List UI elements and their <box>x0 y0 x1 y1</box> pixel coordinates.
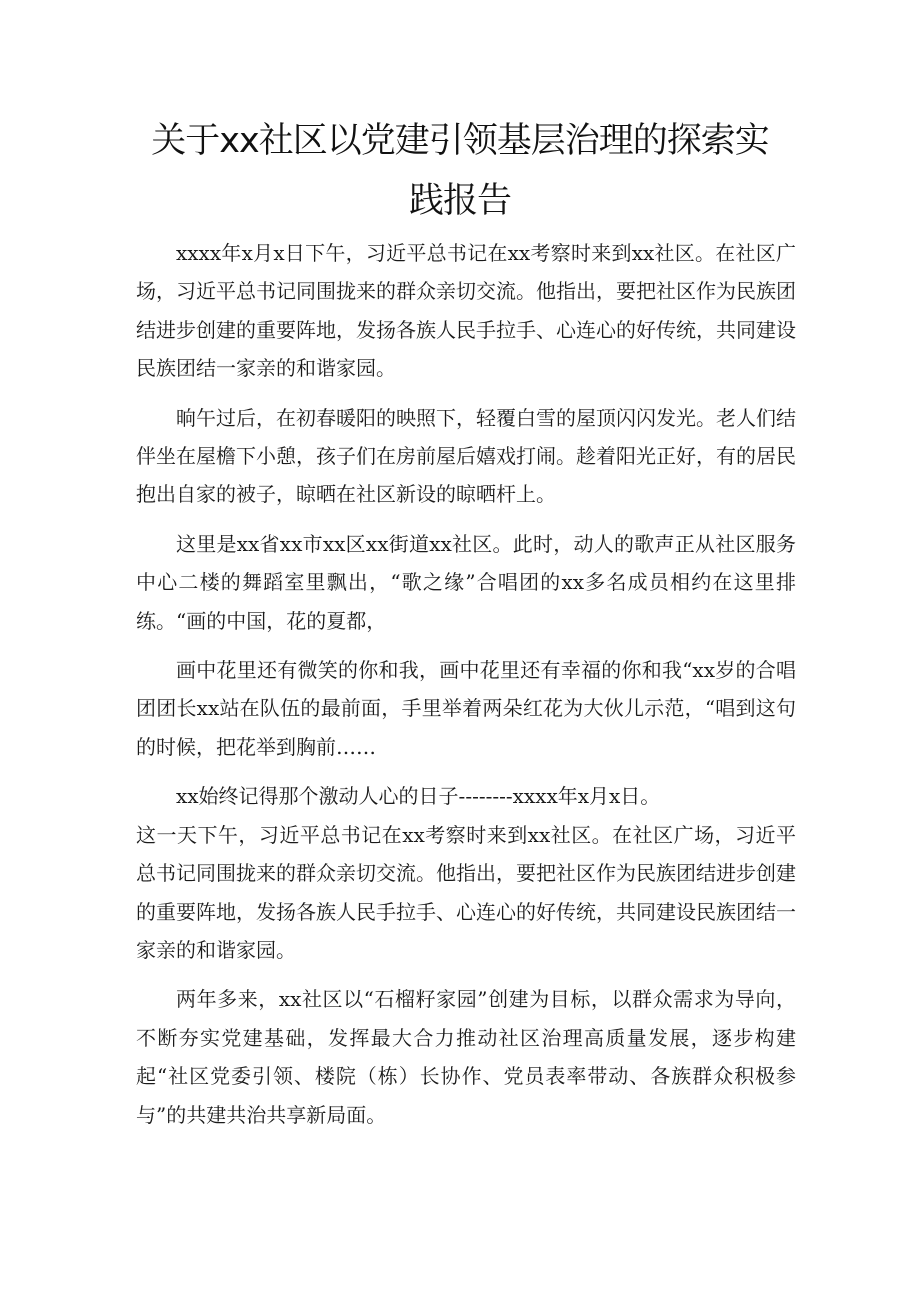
document-title-line-1: 关于xx社区以党建引领基层治理的探索实 <box>151 121 769 161</box>
paragraph-2: 晌午过后，在初春暖阳的映照下，轻覆白雪的屋顶闪闪发光。老人们结伴坐在屋檐下小憩，孩子们在房前屋后嬉戏打闹。趁着阳光正好，有的居民抱出自家的被子，晾晒在社区新设的晾晒杆上。 <box>136 405 796 507</box>
document-title-line-2: 践报告 <box>408 181 511 221</box>
paragraph-6: 这一天下午，习近平总书记在xx考察时来到xx社区。在社区广场，习近平总书记同围拢来的群众亲切交流。他指出，要把社区作为民族团结进步创建的重要阵地，发扬各族人民手拉手、心连心的好传统，共同建设民族团结一家亲的和谐家园。 <box>136 822 796 962</box>
paragraph-5: xx始终记得那个激动人心的日子--------xxxx年x月x日。 <box>176 784 661 809</box>
paragraph-7: 两年多来，xx社区以“石榴籽家园”创建为目标，以群众需求为导向，不断夯实党建基础，发挥最大合力推动社区治理高质量发展，逐步构建起“社区党委引领、楼院（栋）长协作、党员表率带动、各族群众积极参与”的共建共治共享新局面。 <box>136 987 796 1127</box>
paragraph-3: 这里是xx省xx市xx区xx街道xx社区。此时，动人的歌声正从社区服务中心二楼的舞蹈室里飘出，“歌之缘”合唱团的xx多名成员相约在这里排练。“画的中国，花的夏都， <box>136 531 796 633</box>
paragraph-4: 画中花里还有微笑的你和我，画中花里还有幸福的你和我“xx岁的合唱团团长xx站在队伍的最前面，手里举着两朵红花为大伙儿示范，“唱到这句的时候，把花举到胸前…… <box>136 658 796 759</box>
document-body <box>136 234 796 1145</box>
paragraph-1: xxxx年x月x日下午，习近平总书记在xx考察时来到xx社区。在社区广场，习近平总书记同围拢来的群众亲切交流。他指出，要把社区作为民族团结进步创建的重要阵地，发扬各族人民手拉手、心连心的好传统，共同建设民族团结一家亲的和谐家园。 <box>136 241 796 381</box>
